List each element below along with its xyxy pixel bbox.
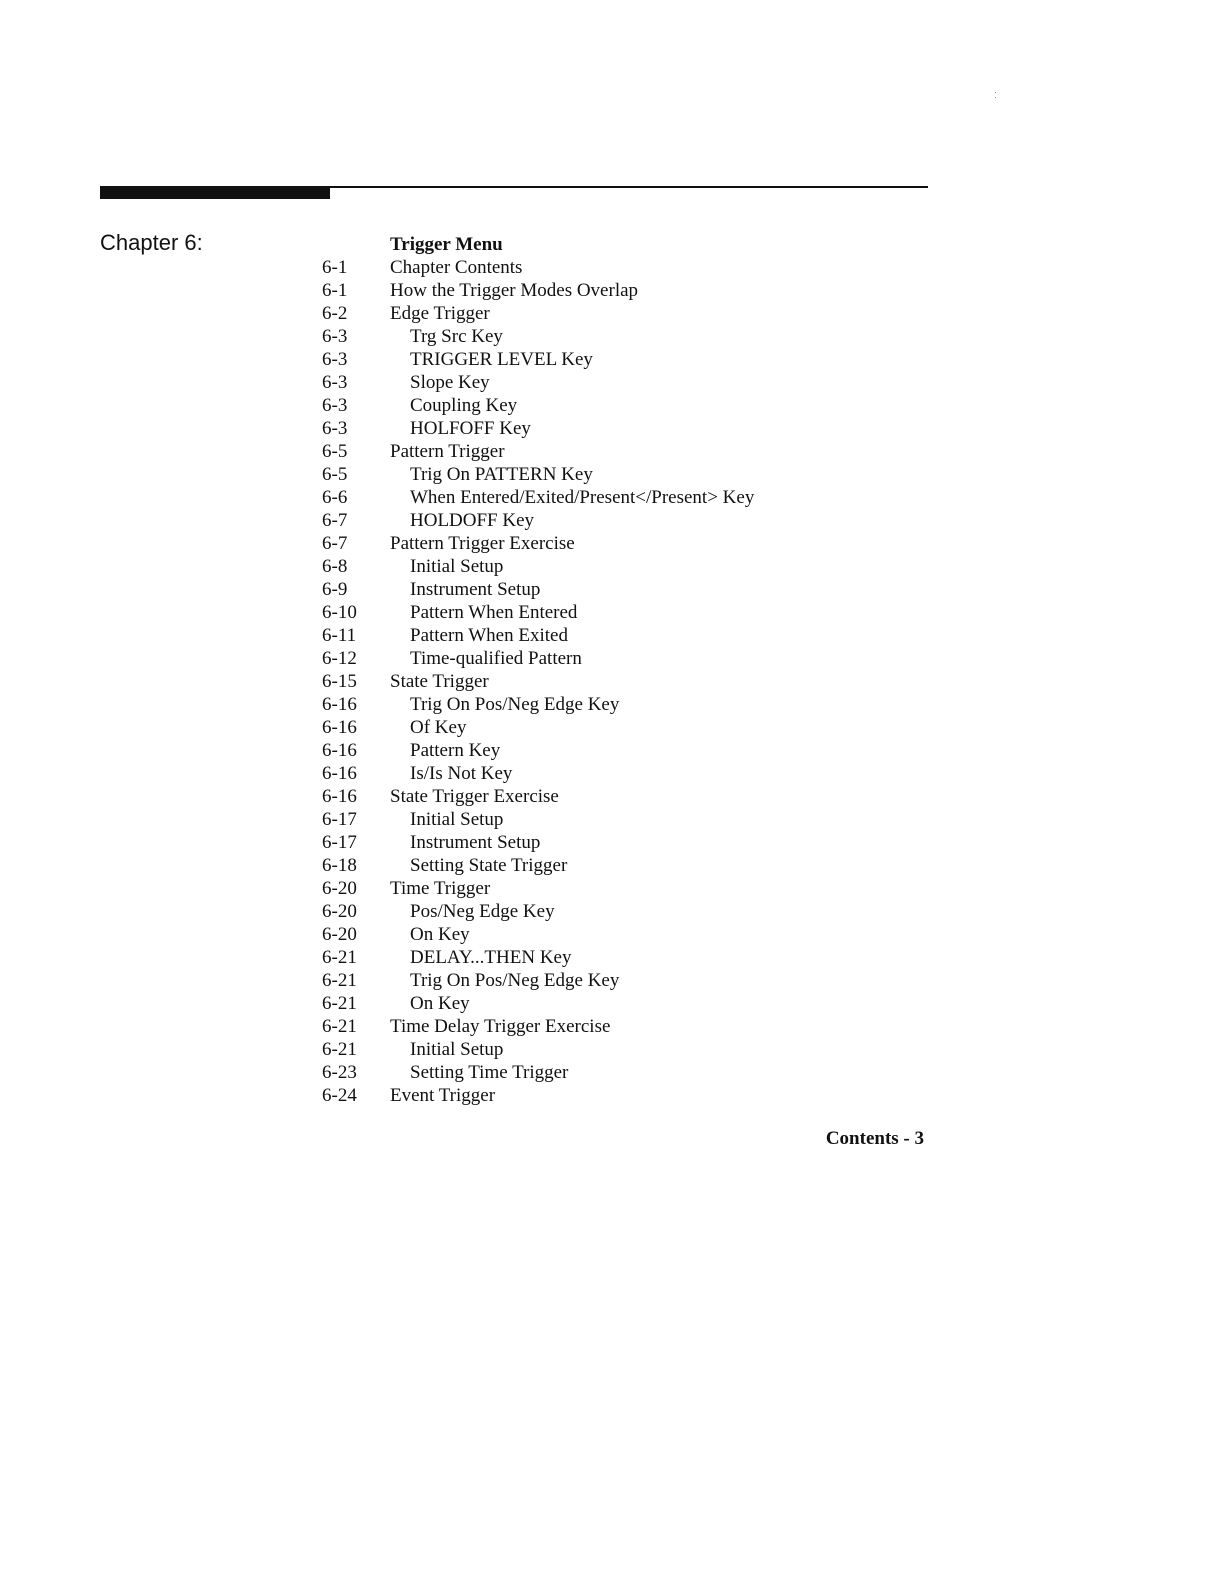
toc-entry xyxy=(322,670,922,693)
toc-entry-title: HOLFOFF Key xyxy=(410,418,531,439)
toc-entry-title: Time Trigger xyxy=(390,878,491,899)
toc-entry-title: Instrument Setup xyxy=(410,832,541,853)
toc-entry-page: 6-24 xyxy=(322,1085,357,1106)
toc-entry xyxy=(322,693,922,716)
toc-entry-title: Pattern When Entered xyxy=(410,602,578,623)
toc-entry-title: Time-qualified Pattern xyxy=(410,648,582,669)
toc-entry-page: 6-17 xyxy=(322,832,357,853)
toc-entry xyxy=(322,854,922,877)
toc-entry xyxy=(322,831,922,854)
toc-entry-page: 6-3 xyxy=(322,372,348,393)
toc-entry-title: Trig On Pos/Neg Edge Key xyxy=(410,970,620,991)
toc-entry xyxy=(322,969,922,992)
toc-entry-title: Event Trigger xyxy=(390,1085,496,1106)
toc-entry-page: 6-3 xyxy=(322,418,348,439)
toc-entry-title: Initial Setup xyxy=(410,1039,504,1060)
toc-entry xyxy=(322,509,922,532)
toc-entry xyxy=(322,716,922,739)
toc-entry-title: TRIGGER LEVEL Key xyxy=(410,349,593,370)
toc-entry xyxy=(322,394,922,417)
toc-entry-title: Trg Src Key xyxy=(410,326,503,347)
toc-entry xyxy=(322,877,922,900)
toc-entry-page: 6-3 xyxy=(322,349,348,370)
chapter-label: Chapter 6: xyxy=(100,230,203,255)
toc-entry-page: 6-2 xyxy=(322,303,348,324)
toc-entry xyxy=(322,1084,922,1107)
toc-entry xyxy=(322,601,922,624)
toc-entry xyxy=(322,325,922,348)
toc-entry xyxy=(322,256,922,279)
toc-entry xyxy=(322,279,922,302)
toc-entry-page: 6-20 xyxy=(322,878,357,899)
toc-entry-title: Setting Time Trigger xyxy=(410,1062,569,1083)
toc-entry xyxy=(322,532,922,555)
toc-entry-page: 6-21 xyxy=(322,1039,357,1060)
toc-entry-title: State Trigger Exercise xyxy=(390,786,559,807)
toc-entry-page: 6-7 xyxy=(322,510,348,531)
toc-entry xyxy=(322,992,922,1015)
toc-entry-page: 6-3 xyxy=(322,326,348,347)
toc-entry-page: 6-21 xyxy=(322,993,357,1014)
toc-entry-title: State Trigger xyxy=(390,671,489,692)
toc-entry-page: 6-3 xyxy=(322,395,348,416)
toc-entry xyxy=(322,762,922,785)
toc-entry xyxy=(322,900,922,923)
toc-entry xyxy=(322,578,922,601)
toc-entry xyxy=(322,486,922,509)
toc-entry-title: Coupling Key xyxy=(410,395,518,416)
toc-entry-title: Pattern Trigger xyxy=(390,441,505,462)
toc-entry-title: On Key xyxy=(410,924,470,945)
toc-entry xyxy=(322,417,922,440)
toc-entry-title: Setting State Trigger xyxy=(410,855,568,876)
toc-entry-title: Pattern Key xyxy=(410,740,501,761)
toc-entry-title: Pos/Neg Edge Key xyxy=(410,901,555,922)
toc-entry-page: 6-17 xyxy=(322,809,357,830)
toc-entry-page: 6-16 xyxy=(322,740,357,761)
toc-entry xyxy=(322,302,922,325)
toc-heading: Trigger Menu xyxy=(390,234,503,255)
toc-entry-title: DELAY...THEN Key xyxy=(410,947,572,968)
toc-entry xyxy=(322,1015,922,1038)
toc-entry-page: 6-12 xyxy=(322,648,357,669)
toc-entry xyxy=(322,1038,922,1061)
toc-entry xyxy=(322,348,922,371)
toc-entry-title: Slope Key xyxy=(410,372,490,393)
toc-entry-page: 6-8 xyxy=(322,556,348,577)
toc-entry-page: 6-20 xyxy=(322,901,357,922)
toc-entry-page: 6-1 xyxy=(322,257,348,278)
toc-entry-title: HOLDOFF Key xyxy=(410,510,535,531)
toc-entry-page: 6-16 xyxy=(322,763,357,784)
toc-entry-title: Pattern When Exited xyxy=(410,625,568,646)
toc-entry xyxy=(322,808,922,831)
toc-entry-page: 6-16 xyxy=(322,717,357,738)
toc-entry-title: Time Delay Trigger Exercise xyxy=(390,1016,611,1037)
toc-entry-title: How the Trigger Modes Overlap xyxy=(390,280,639,301)
toc-entry xyxy=(322,1061,922,1084)
toc-entry xyxy=(322,946,922,969)
toc-entry-page: 6-15 xyxy=(322,671,357,692)
toc-entry-title: Trig On Pos/Neg Edge Key xyxy=(410,694,620,715)
toc-entry xyxy=(322,440,922,463)
toc-entry-title: Initial Setup xyxy=(410,809,504,830)
toc-entry-title: Initial Setup xyxy=(410,556,504,577)
toc-entry-page: 6-6 xyxy=(322,487,348,508)
toc-entry-page: 6-5 xyxy=(322,441,348,462)
toc-entry-page: 6-11 xyxy=(322,625,357,646)
toc-entry-page: 6-10 xyxy=(322,602,357,623)
toc-entry xyxy=(322,463,922,486)
toc-entry xyxy=(322,624,922,647)
toc-entry-page: 6-9 xyxy=(322,579,348,600)
toc-entry-title: Pattern Trigger Exercise xyxy=(390,533,575,554)
toc-entry-page: 6-5 xyxy=(322,464,348,485)
toc-entry xyxy=(322,371,922,394)
toc-entry-page: 6-23 xyxy=(322,1062,357,1083)
toc-entry-title: Chapter Contents xyxy=(390,257,523,278)
scan-speck xyxy=(995,92,997,104)
toc-entry-page: 6-21 xyxy=(322,947,357,968)
toc-entry-title: Of Key xyxy=(410,717,467,738)
toc-entry-title: Instrument Setup xyxy=(410,579,541,600)
toc-entry-title: When Entered/Exited/Present</Present> Key xyxy=(410,487,755,508)
toc-entry-title: Trig On PATTERN Key xyxy=(410,464,593,485)
toc-entry xyxy=(322,739,922,762)
toc-entry xyxy=(322,785,922,808)
toc-entry-title: On Key xyxy=(410,993,470,1014)
toc-entry-page: 6-7 xyxy=(322,533,348,554)
header-rule-bar xyxy=(100,186,330,199)
toc-entry-title: Is/Is Not Key xyxy=(410,763,513,784)
toc-entry xyxy=(322,923,922,946)
toc-entry-page: 6-16 xyxy=(322,786,357,807)
toc-entry xyxy=(322,555,922,578)
toc-entry-page: 6-16 xyxy=(322,694,357,715)
toc-entry-page: 6-18 xyxy=(322,855,357,876)
toc-entry-page: 6-20 xyxy=(322,924,357,945)
toc-entry-page: 6-1 xyxy=(322,280,348,301)
toc-entry xyxy=(322,647,922,670)
page-footer: Contents - 3 xyxy=(825,1128,924,1149)
toc-entry-page: 6-21 xyxy=(322,1016,357,1037)
toc-entry-title: Edge Trigger xyxy=(390,303,490,324)
toc-entry-page: 6-21 xyxy=(322,970,357,991)
